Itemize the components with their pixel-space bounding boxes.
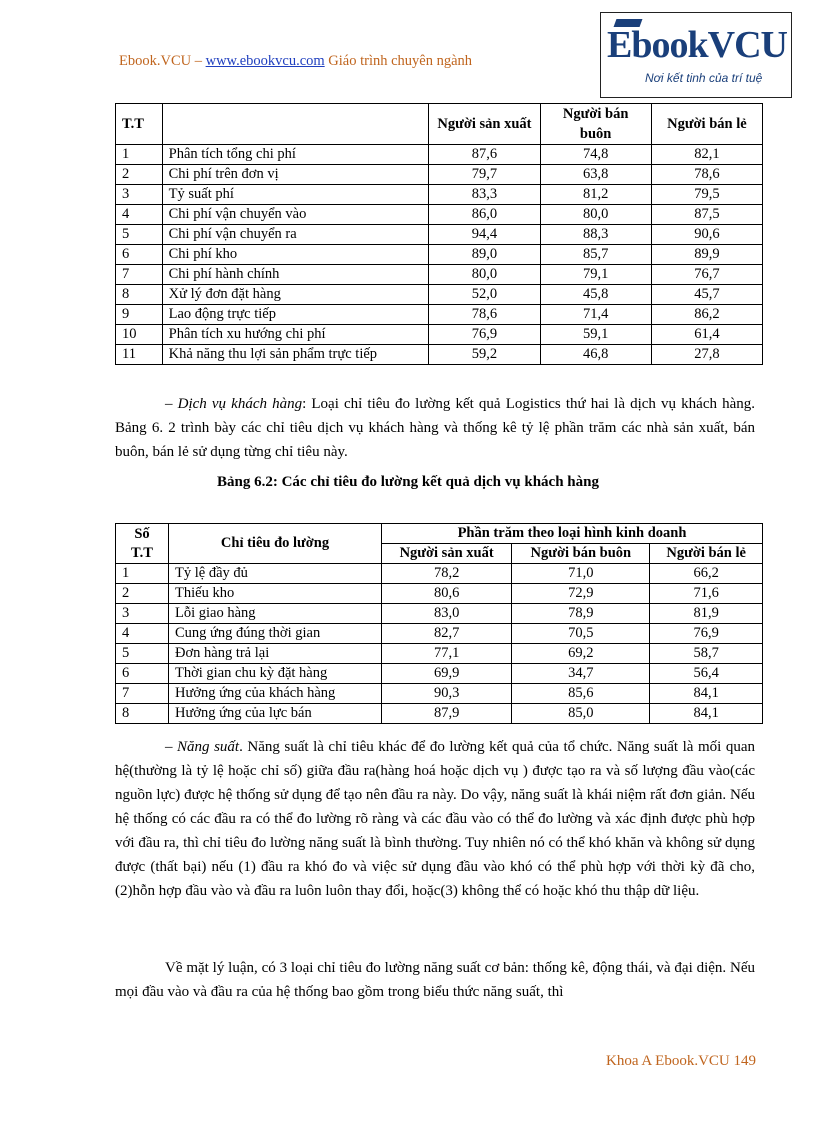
percent-value: 89,0 (429, 245, 540, 265)
table-row (116, 624, 763, 644)
table-row (116, 604, 763, 624)
percent-value: 79,1 (540, 265, 651, 285)
customer-service-paragraph: – Dịch vụ khách hàng: Loại chỉ tiêu đo lường kết quả Logistics thứ hai là dịch vụ khách hàng. Bảng 6. 2 trình bày các chỉ tiêu dịch vụ khách hàng và thống kê tỷ lệ phần trăm các nhà sản xuất, bán buôn, bán lẻ sử dụng từng chỉ tiêu này. (115, 396, 756, 460)
percent-value: 63,8 (540, 165, 651, 185)
header-producer: Người sản xuất (382, 544, 512, 564)
row-number: 4 (116, 624, 169, 644)
metric-name: Chi phí trên đơn vị (162, 165, 429, 185)
row-number: 7 (116, 684, 169, 704)
percent-value: 90,3 (382, 684, 512, 704)
header-stt: Số T.T (116, 524, 169, 564)
header-retailer: Người bán lẻ (650, 544, 763, 564)
cost-metrics-table (115, 103, 763, 365)
row-number: 5 (116, 644, 169, 664)
header-group: Phần trăm theo loại hình kinh doanh (382, 524, 763, 544)
table-row (116, 704, 763, 724)
row-number: 6 (116, 664, 169, 684)
header-producer: Người sản xuất (429, 104, 540, 145)
percent-value: 83,3 (429, 185, 540, 205)
metric-name: Tỷ lệ đầy đủ (169, 564, 382, 584)
row-number: 6 (116, 245, 163, 265)
header-metric: Chỉ tiêu đo lường (169, 524, 382, 564)
percent-value: 88,3 (540, 225, 651, 245)
percent-value: 87,6 (429, 145, 540, 165)
row-number: 2 (116, 165, 163, 185)
percent-value: 59,1 (540, 325, 651, 345)
table-row (116, 684, 763, 704)
percent-value: 78,6 (651, 165, 762, 185)
row-number: 2 (116, 584, 169, 604)
theory-paragraph: Về mặt lý luận, có 3 loại chỉ tiêu đo lường năng suất cơ bản: thống kê, động thái, và đại diện. Nếu mọi đầu vào và đầu ra của hệ thống bao gồm trong biểu thức năng suất, thì (115, 960, 755, 1000)
row-number: 8 (116, 285, 163, 305)
metric-name: Hưởng ứng của lực bán (169, 704, 382, 724)
percent-value: 70,5 (512, 624, 650, 644)
table-row (116, 285, 763, 305)
percent-value: 27,8 (651, 345, 762, 365)
service-metrics-table (115, 523, 763, 724)
productivity-term: Năng suất (177, 739, 240, 755)
row-number: 8 (116, 704, 169, 724)
table-row (116, 564, 763, 584)
metric-name: Khả năng thu lợi sản phẩm trực tiếp (162, 345, 429, 365)
percent-value: 83,0 (382, 604, 512, 624)
metric-name: Lao động trực tiếp (162, 305, 429, 325)
table-header-row (116, 104, 763, 145)
header-metric (162, 104, 429, 145)
percent-value: 82,1 (651, 145, 762, 165)
metric-name: Phân tích tổng chi phí (162, 145, 429, 165)
percent-value: 76,9 (429, 325, 540, 345)
percent-value: 56,4 (650, 664, 763, 684)
percent-value: 45,7 (651, 285, 762, 305)
metric-name: Chi phí hành chính (162, 265, 429, 285)
row-number: 1 (116, 145, 163, 165)
percent-value: 87,5 (651, 205, 762, 225)
percent-value: 78,9 (512, 604, 650, 624)
row-number: 4 (116, 205, 163, 225)
metric-name: Xử lý đơn đặt hàng (162, 285, 429, 305)
metric-name: Thiếu kho (169, 584, 382, 604)
percent-value: 74,8 (540, 145, 651, 165)
percent-value: 80,0 (429, 265, 540, 285)
header-prefix: Ebook.VCU – (119, 53, 206, 69)
table-row (116, 265, 763, 285)
percent-value: 71,6 (650, 584, 763, 604)
percent-value: 58,7 (650, 644, 763, 664)
ebookvcu-logo (600, 12, 792, 98)
percent-value: 85,6 (512, 684, 650, 704)
percent-value: 78,6 (429, 305, 540, 325)
percent-value: 81,9 (650, 604, 763, 624)
percent-value: 94,4 (429, 225, 540, 245)
table-row (116, 245, 763, 265)
row-number: 3 (116, 604, 169, 624)
percent-value: 87,9 (382, 704, 512, 724)
metric-name: Đơn hàng trả lại (169, 644, 382, 664)
table-caption: Bảng 6.2: Các chỉ tiêu đo lường kết quả dịch vụ khách hàng (217, 474, 599, 490)
header-suffix: Giáo trình chuyên ngành (324, 53, 473, 69)
productivity-paragraph: – Năng suất. Năng suất là chỉ tiêu khác để đo lường kết quả của tổ chức. Năng suất là mối quan hệ(thường là tỷ lệ hoặc chỉ số) giữa đầu ra(hàng hoá hoặc dịch vụ ) được tạo ra và số lượng đầu vào(các nguồn lực) được hệ thống sử dụng để tạo nên đầu ra này. Do vậy, năng suất là khái niệm rất đơn giản. Nếu hệ thống có các đầu ra có thể đo lường rõ ràng và các đầu vào có thể đo lường và xác định được phù hợp với đầu ra, thì chỉ tiêu đo lường năng suất là bình thường. Tuy nhiên nó có thể khó khăn và không sử dụng được (thất bại) nếu (1) đầu ra khó đo và việc sử dụng đầu vào khó có thể phù hợp với thời kỳ đã cho, (2)hỗn hợp đầu vào và đầu ra luôn luôn thay đổi, hoặc(3) không thể có hoặc khó thu thập dữ liệu. (115, 739, 755, 899)
customer-service-term: Dịch vụ khách hàng (177, 396, 303, 412)
metric-name: Cung ứng đúng thời gian (169, 624, 382, 644)
header-wholesaler: Người bán buôn (512, 544, 650, 564)
percent-value: 78,2 (382, 564, 512, 584)
percent-value: 90,6 (651, 225, 762, 245)
header-wholesaler: Người bán buôn (540, 104, 651, 145)
percent-value: 71,4 (540, 305, 651, 325)
table-row (116, 644, 763, 664)
metric-name: Chi phí vận chuyển vào (162, 205, 429, 225)
row-number: 11 (116, 345, 163, 365)
logo-tagline: Nơi kết tinh của trí tuệ (645, 71, 763, 85)
percent-value: 34,7 (512, 664, 650, 684)
header-retailer: Người bán lẻ (651, 104, 762, 145)
percent-value: 69,2 (512, 644, 650, 664)
percent-value: 86,2 (651, 305, 762, 325)
percent-value: 52,0 (429, 285, 540, 305)
percent-value: 71,0 (512, 564, 650, 584)
percent-value: 85,0 (512, 704, 650, 724)
row-number: 1 (116, 564, 169, 584)
percent-value: 85,7 (540, 245, 651, 265)
percent-value: 81,2 (540, 185, 651, 205)
percent-value: 80,0 (540, 205, 651, 225)
percent-value: 82,7 (382, 624, 512, 644)
metric-name: Tỷ suất phí (162, 185, 429, 205)
logo-wordmark: EbookVCU (607, 24, 787, 66)
header-link[interactable]: www.ebookvcu.com (205, 53, 325, 69)
table-row (116, 165, 763, 185)
percent-value: 89,9 (651, 245, 762, 265)
percent-value: 59,2 (429, 345, 540, 365)
table-row (116, 345, 763, 365)
percent-value: 84,1 (650, 704, 763, 724)
header-tt: T.T (116, 104, 163, 145)
table-row (116, 584, 763, 604)
table-row (116, 664, 763, 684)
table-row (116, 225, 763, 245)
row-number: 7 (116, 265, 163, 285)
row-number: 9 (116, 305, 163, 325)
percent-value: 80,6 (382, 584, 512, 604)
percent-value: 79,7 (429, 165, 540, 185)
percent-value: 86,0 (429, 205, 540, 225)
table-row (116, 185, 763, 205)
percent-value: 66,2 (650, 564, 763, 584)
percent-value: 84,1 (650, 684, 763, 704)
percent-value: 61,4 (651, 325, 762, 345)
table-row (116, 305, 763, 325)
table-row (116, 325, 763, 345)
metric-name: Chi phí vận chuyển ra (162, 225, 429, 245)
page-header (119, 53, 472, 70)
page-footer: Khoa A Ebook.VCU 149 (606, 1053, 756, 1069)
percent-value: 46,8 (540, 345, 651, 365)
percent-value: 45,8 (540, 285, 651, 305)
percent-value: 72,9 (512, 584, 650, 604)
metric-name: Hưởng ứng của khách hàng (169, 684, 382, 704)
percent-value: 69,9 (382, 664, 512, 684)
metric-name: Thời gian chu kỳ đặt hàng (169, 664, 382, 684)
row-number: 3 (116, 185, 163, 205)
percent-value: 77,1 (382, 644, 512, 664)
percent-value: 76,9 (650, 624, 763, 644)
metric-name: Phân tích xu hướng chi phí (162, 325, 429, 345)
metric-name: Chi phí kho (162, 245, 429, 265)
row-number: 10 (116, 325, 163, 345)
row-number: 5 (116, 225, 163, 245)
table-row (116, 145, 763, 165)
percent-value: 76,7 (651, 265, 762, 285)
percent-value: 79,5 (651, 185, 762, 205)
metric-name: Lỗi giao hàng (169, 604, 382, 624)
table-row (116, 205, 763, 225)
